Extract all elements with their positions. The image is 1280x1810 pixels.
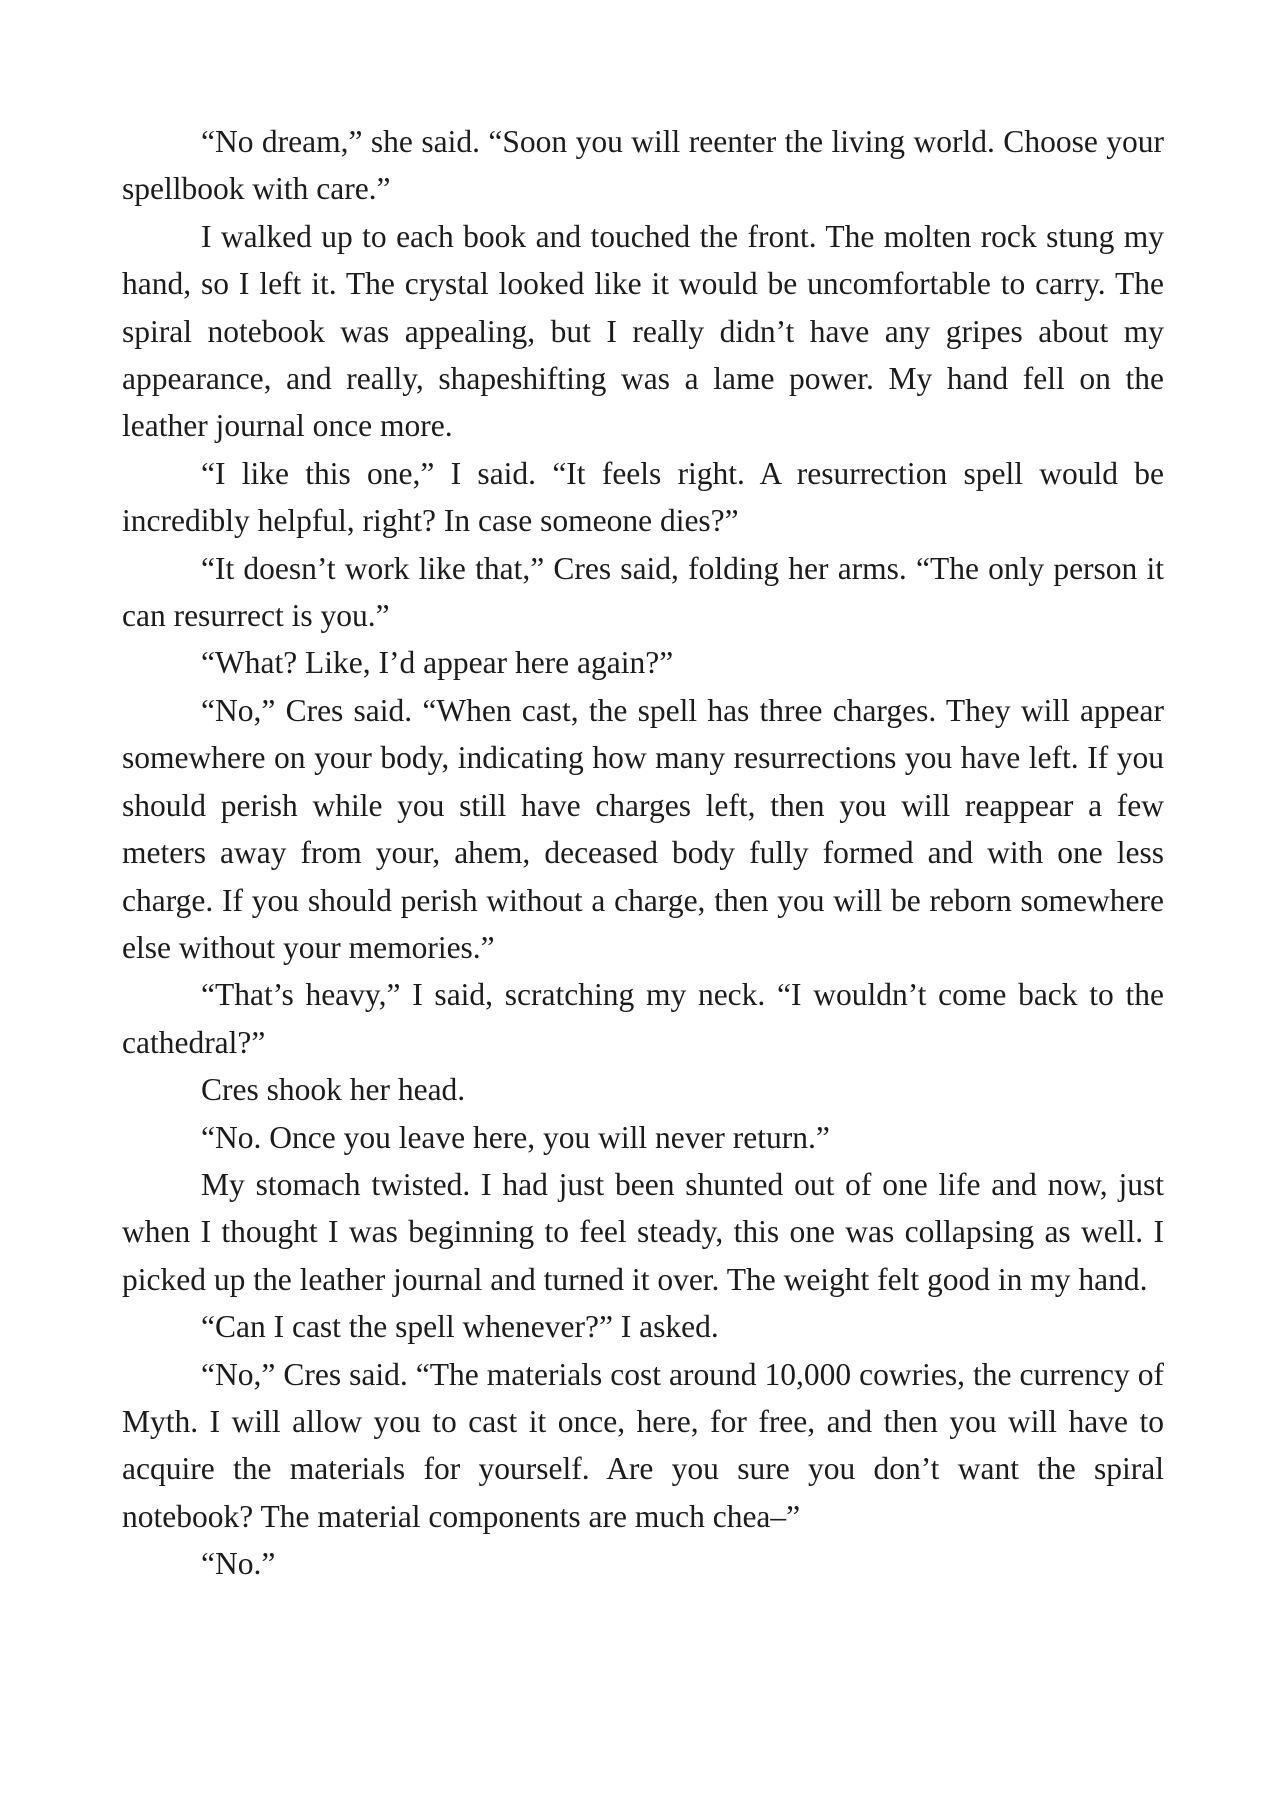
paragraph: I walked up to each book and touched the front. The molten rock stung my hand, so I left it. The crystal looked like it would be uncomfortable to carry. The spiral notebook was appealing, but I really didn’t have any gripes about my appearance, and really, shapeshifting was a lame power. My hand fell on the leather journal once more. <box>122 218 1164 444</box>
paragraph: “That’s heavy,” I said, scratching my neck. “I wouldn’t come back to the cathedral?” <box>122 977 1164 1060</box>
paragraph: “No. Once you leave here, you will never return.” <box>201 1119 830 1155</box>
paragraph: “No,” Cres said. “When cast, the spell has three charges. They will appear somewhere on your body, indicating how many resurrections you have left. If you should perish while you still have charges left, then you will reappear a few meters away from your, ahem, deceased body fully formed and with one less charge. If you should perish without a charge, then you will be reborn somewhere else without your memories.” <box>122 692 1164 965</box>
paragraph: “No,” Cres said. “The materials cost around 10,000 cowries, the currency of Myth. I will allow you to cast it once, here, for free, and then you will have to acquire the materials for yourself. Are you sure you don’t want the spiral notebook? The material components are much chea–” <box>122 1356 1164 1534</box>
paragraph: My stomach twisted. I had just been shunted out of one life and now, just when I thought I was beginning to feel steady, this one was collapsing as well. I picked up the leather journal and turned it over. The weight felt good in my hand. <box>122 1166 1164 1297</box>
paragraph: “No.” <box>201 1546 276 1582</box>
paragraph: “It doesn’t work like that,” Cres said, folding her arms. “The only person it can resurrect is you.” <box>122 550 1164 634</box>
paragraph: “What? Like, I’d appear here again?” <box>201 645 674 681</box>
paragraph: “I like this one,” I said. “It feels right. A resurrection spell would be incredibly helpful, right? In case someone dies?” <box>122 455 1164 539</box>
paragraph: “No dream,” she said. “Soon you will reenter the living world. Choose your spellbook with care.” <box>122 124 1164 207</box>
paragraph: Cres shook her head. <box>201 1072 466 1108</box>
body-text <box>122 118 1164 1588</box>
paragraph: “Can I cast the spell whenever?” I asked. <box>201 1309 719 1345</box>
